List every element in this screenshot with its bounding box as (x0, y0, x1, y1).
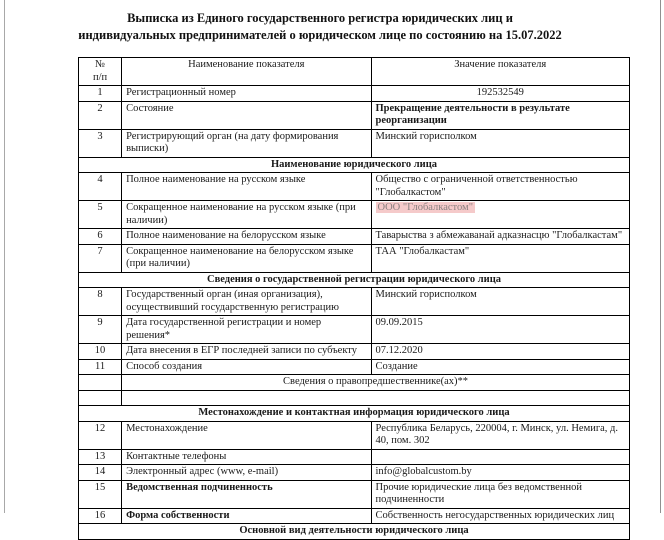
row-number-cell: 2 (79, 101, 122, 129)
section-header: Основной вид деятельности юридического лица (79, 524, 630, 540)
row-number-cell: 14 (79, 465, 122, 481)
table-row-1 (79, 86, 630, 102)
empty-cell (122, 390, 630, 406)
table-row-2 (79, 101, 630, 129)
row-number-cell: 12 (79, 421, 122, 449)
table-row-section (79, 406, 630, 422)
section-header: Наименование юридического лица (79, 157, 630, 173)
row-number-cell: 4 (79, 173, 122, 201)
row-number-cell (79, 375, 122, 391)
merged-subheader: Сведения о правопредшественнике(ах)** (122, 375, 630, 391)
indicator-name-cell: Сокращенное наименование на русском языке (при наличии) (122, 201, 371, 229)
section-header: Сведения о государственной регистрации юридического лица (79, 272, 630, 288)
table-row-section (79, 157, 630, 173)
indicator-name-cell: Местонахождение (122, 421, 371, 449)
table-row-5 (79, 201, 630, 229)
indicator-value-cell: ТАА "Глобалкастам" (371, 244, 629, 272)
row-number-cell: 15 (79, 480, 122, 508)
highlighted-text: ООО "Глобалкастом" (377, 202, 473, 213)
num-header-line1: № (95, 59, 106, 70)
row-number-cell: 1 (79, 86, 122, 102)
indicator-value-cell: Минский горисполком (371, 288, 629, 316)
indicator-value-cell (371, 449, 629, 465)
indicator-value-cell: Таварыства з абмежаванай адказнасцю "Глобалкастам" (371, 229, 629, 245)
row-number-cell: 11 (79, 359, 122, 375)
indicator-value-cell: Создание (371, 359, 629, 375)
num-header-line2: п/п (92, 71, 108, 83)
row-number-cell: 13 (79, 449, 122, 465)
table-row-empty (79, 390, 630, 406)
row-number-cell: 10 (79, 344, 122, 360)
table-row-12 (79, 421, 630, 449)
indicator-name-cell: Форма собственности (122, 508, 371, 524)
row-number-cell: 16 (79, 508, 122, 524)
indicator-value-cell: 07.12.2020 (371, 344, 629, 360)
table-row-4 (79, 173, 630, 201)
indicator-name-cell: Регистрирующий орган (на дату формирования выписки) (122, 129, 371, 157)
table-row-7 (79, 244, 630, 272)
row-number-cell: 5 (79, 201, 122, 229)
document-title (20, 10, 620, 44)
row-number-cell (79, 390, 122, 406)
document-title-line2: индивидуальных предпринимателей о юридическом лице по состоянию на 15.07.2022 (78, 28, 562, 42)
table-row-14 (79, 465, 630, 481)
indicator-name-cell: Дата государственной регистрации и номер решения* (122, 316, 371, 344)
table-row-13 (79, 449, 630, 465)
table-row-8 (79, 288, 630, 316)
section-header: Местонахождение и контактная информация юридического лица (79, 406, 630, 422)
table-row-15 (79, 480, 630, 508)
indicator-name-cell: Государственный орган (иная организация), осуществивший государственную регистрацию (122, 288, 371, 316)
indicator-value-cell: info@globalcustom.by (371, 465, 629, 481)
indicator-value-cell (371, 201, 629, 229)
indicator-value-cell: Республика Беларусь, 220004, г. Минск, ул. Немига, д. 40, пом. 302 (371, 421, 629, 449)
table-row-3 (79, 129, 630, 157)
column-header-num (79, 58, 122, 86)
column-header-name: Наименование показателя (122, 58, 371, 86)
table-row-6 (79, 229, 630, 245)
indicator-name-cell: Полное наименование на белорусском языке (122, 229, 371, 245)
indicator-value-cell: Прекращение деятельности в результате реорганизации (371, 101, 629, 129)
indicator-name-cell: Способ создания (122, 359, 371, 375)
indicator-name-cell: Регистрационный номер (122, 86, 371, 102)
indicator-name-cell: Сокращенное наименование на белорусском языке (при наличии) (122, 244, 371, 272)
document-title-line1: Выписка из Единого государственного регистра юридических лиц и (127, 11, 513, 25)
indicator-value-cell: 09.09.2015 (371, 316, 629, 344)
page-edge-left (4, 0, 5, 513)
indicator-name-cell: Дата внесения в ЕГР последней записи по субъекту (122, 344, 371, 360)
table-row-16 (79, 508, 630, 524)
indicator-value-cell: Собственность негосударственных юридических лиц (371, 508, 629, 524)
table-row-section (79, 524, 630, 540)
table-row-section (79, 272, 630, 288)
indicator-value-cell: Прочие юридические лица без ведомственной подчиненности (371, 480, 629, 508)
indicator-name-cell: Состояние (122, 101, 371, 129)
indicator-value-cell: Общество с ограниченной ответственностью "Глобалкастом" (371, 173, 629, 201)
row-number-cell: 9 (79, 316, 122, 344)
row-number-cell: 6 (79, 229, 122, 245)
table-row-9 (79, 316, 630, 344)
indicator-name-cell: Электронный адрес (www, e-mail) (122, 465, 371, 481)
page-edge-right (660, 0, 661, 513)
indicator-name-cell: Ведомственная подчиненность (122, 480, 371, 508)
table-row-11 (79, 359, 630, 375)
indicator-value-cell: Минский горисполком (371, 129, 629, 157)
indicator-value-cell: 192532549 (371, 86, 629, 102)
indicator-name-cell: Контактные телефоны (122, 449, 371, 465)
row-number-cell: 8 (79, 288, 122, 316)
indicator-name-cell: Полное наименование на русском языке (122, 173, 371, 201)
row-number-cell: 7 (79, 244, 122, 272)
registry-table-body (79, 86, 630, 540)
row-number-cell: 3 (79, 129, 122, 157)
registry-table (78, 57, 630, 540)
column-header-value: Значение показателя (371, 58, 629, 86)
table-header-row (79, 58, 630, 86)
table-row-10 (79, 344, 630, 360)
table-row-merged (79, 375, 630, 391)
